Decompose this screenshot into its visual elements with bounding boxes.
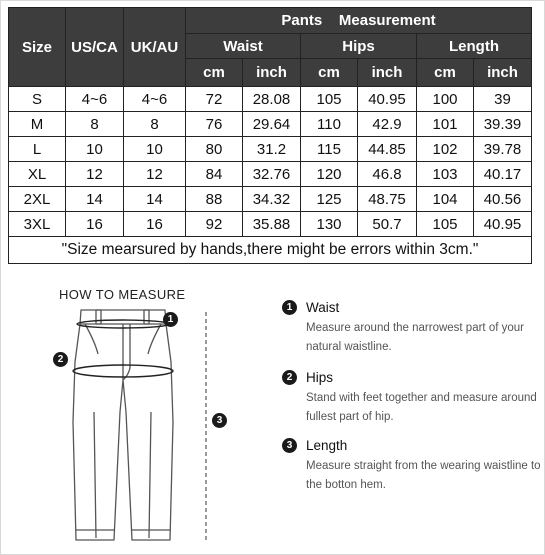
table-cell: 39 bbox=[474, 87, 532, 112]
table-cell: 8 bbox=[124, 112, 186, 137]
marker-3-icon: 3 bbox=[212, 413, 227, 428]
table-cell: 84 bbox=[186, 162, 243, 187]
table-cell: 105 bbox=[301, 87, 358, 112]
table-cell: 105 bbox=[417, 212, 474, 237]
table-cell: 12 bbox=[124, 162, 186, 187]
header-unit-cm: cm bbox=[417, 59, 474, 87]
table-cell: 44.85 bbox=[358, 137, 417, 162]
pants-illustration bbox=[40, 302, 240, 548]
marker-2-icon: 2 bbox=[53, 352, 68, 367]
table-cell: 4~6 bbox=[124, 87, 186, 112]
table-cell: 12 bbox=[66, 162, 124, 187]
item-desc-hips: Stand with feet together and measure around fullest part of hip. bbox=[306, 392, 537, 423]
table-cell: 16 bbox=[66, 212, 124, 237]
table-cell: 104 bbox=[417, 187, 474, 212]
header-unit-cm: cm bbox=[186, 59, 243, 87]
table-cell: 10 bbox=[66, 137, 124, 162]
table-cell: 72 bbox=[186, 87, 243, 112]
item-title-hips: Hips bbox=[306, 370, 334, 385]
table-cell: 29.64 bbox=[243, 112, 301, 137]
number-badge-icon: 3 bbox=[282, 438, 297, 453]
table-cell: 4~6 bbox=[66, 87, 124, 112]
header-pants-measurement: Pants Measurement bbox=[186, 8, 532, 34]
table-cell: 92 bbox=[186, 212, 243, 237]
number-badge-icon: 2 bbox=[282, 370, 297, 385]
item-title-length: Length bbox=[306, 438, 348, 453]
table-cell: 28.08 bbox=[243, 87, 301, 112]
table-cell: 76 bbox=[186, 112, 243, 137]
table-cell: 14 bbox=[124, 187, 186, 212]
item-title-waist: Waist bbox=[306, 300, 340, 315]
table-cell: 42.9 bbox=[358, 112, 417, 137]
table-row bbox=[9, 87, 532, 112]
table-row bbox=[9, 112, 532, 137]
table-cell: L bbox=[9, 137, 66, 162]
table-cell: 32.76 bbox=[243, 162, 301, 187]
table-cell: 10 bbox=[124, 137, 186, 162]
header-length: Length bbox=[417, 34, 532, 59]
table-cell: 31.2 bbox=[243, 137, 301, 162]
header-hips: Hips bbox=[301, 34, 417, 59]
table-cell: 40.95 bbox=[358, 87, 417, 112]
table-cell: 46.8 bbox=[358, 162, 417, 187]
header-uk-au: UK/AU bbox=[124, 8, 186, 87]
table-cell: 34.32 bbox=[243, 187, 301, 212]
number-badge-icon: 1 bbox=[282, 300, 297, 315]
table-cell: 40.17 bbox=[474, 162, 532, 187]
table-cell: 100 bbox=[417, 87, 474, 112]
table-cell: 40.95 bbox=[474, 212, 532, 237]
table-row bbox=[9, 137, 532, 162]
table-cell: 130 bbox=[301, 212, 358, 237]
marker-1-icon: 1 bbox=[163, 312, 178, 327]
item-desc-length: Measure straight from the wearing waistline to the botton hem. bbox=[306, 460, 541, 491]
table-cell: 50.7 bbox=[358, 212, 417, 237]
header-us-ca: US/CA bbox=[66, 8, 124, 87]
table-cell: 103 bbox=[417, 162, 474, 187]
table-cell: 2XL bbox=[9, 187, 66, 212]
table-cell: 125 bbox=[301, 187, 358, 212]
table-cell: 101 bbox=[417, 112, 474, 137]
table-cell: 80 bbox=[186, 137, 243, 162]
table-cell: 8 bbox=[66, 112, 124, 137]
table-cell: 39.78 bbox=[474, 137, 532, 162]
table-cell: 16 bbox=[124, 212, 186, 237]
table-cell: 14 bbox=[66, 187, 124, 212]
table-cell: M bbox=[9, 112, 66, 137]
table-cell: 48.75 bbox=[358, 187, 417, 212]
table-cell: 88 bbox=[186, 187, 243, 212]
measurement-note: "Size mearsured by hands,there might be errors within 3cm." bbox=[9, 237, 532, 264]
header-unit-cm: cm bbox=[301, 59, 358, 87]
table-cell: 35.88 bbox=[243, 212, 301, 237]
item-desc-waist: Measure around the narrowest part of your natural waistline. bbox=[306, 322, 524, 353]
header-waist: Waist bbox=[186, 34, 301, 59]
header-unit-inch: inch bbox=[474, 59, 532, 87]
table-cell: S bbox=[9, 87, 66, 112]
size-chart-table bbox=[8, 7, 532, 264]
how-to-measure-section bbox=[0, 270, 545, 555]
how-to-measure-title: HOW TO MEASURE bbox=[59, 287, 186, 302]
header-unit-inch: inch bbox=[243, 59, 301, 87]
table-row bbox=[9, 212, 532, 237]
table-cell: 102 bbox=[417, 137, 474, 162]
table-cell: 40.56 bbox=[474, 187, 532, 212]
table-cell: 110 bbox=[301, 112, 358, 137]
table-row bbox=[9, 187, 532, 212]
table-cell: 120 bbox=[301, 162, 358, 187]
header-size: Size bbox=[9, 8, 66, 87]
table-cell: 115 bbox=[301, 137, 358, 162]
table-row bbox=[9, 162, 532, 187]
table-cell: XL bbox=[9, 162, 66, 187]
table-cell: 3XL bbox=[9, 212, 66, 237]
table-cell: 39.39 bbox=[474, 112, 532, 137]
header-unit-inch: inch bbox=[358, 59, 417, 87]
